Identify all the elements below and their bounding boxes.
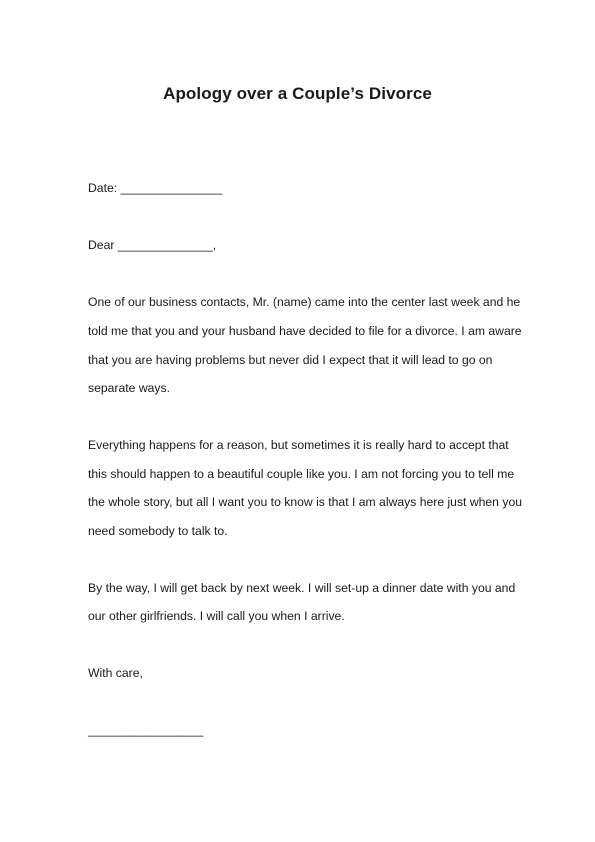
paragraph-line: this should happen to a beautiful couple like you. I am not forcing you to tell me [88,467,515,481]
signature-line: _________________ [88,723,204,737]
document-title: Apology over a Couple’s Divorce [163,84,432,103]
paragraph-line: need somebody to talk to. [88,524,228,538]
paragraph-line: that you are having problems but never did I expect that it will lead to go on [88,353,493,367]
salutation: Dear ______________, [88,238,217,252]
closing: With care, [88,666,143,680]
paragraph-line: By the way, I will get back by next week. I will set-up a dinner date with you and [88,581,516,595]
paragraph-line: Everything happens for a reason, but sometimes it is really hard to accept that [88,438,509,452]
paragraph-line: told me that you and your husband have decided to file for a divorce. I am aware [88,324,522,338]
date-line: Date: _______________ [88,181,223,195]
paragraph-line: One of our business contacts, Mr. (name) came into the center last week and he [88,295,521,309]
paragraph-line: our other girlfriends. I will call you when I arrive. [88,609,345,623]
paragraph-line: separate ways. [88,381,170,395]
paragraph-line: the whole story, but all I want you to know is that I am always here just when you [88,495,523,509]
